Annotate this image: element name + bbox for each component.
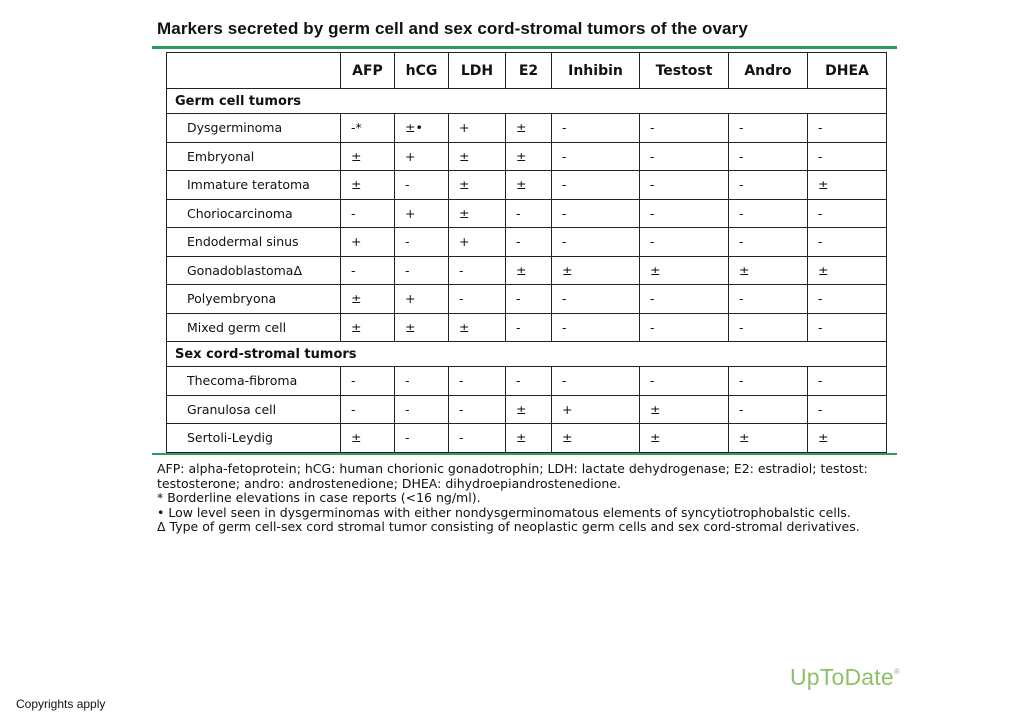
marker-cell: - — [729, 114, 808, 143]
marker-cell: - — [640, 313, 729, 342]
marker-cell: ± — [449, 199, 506, 228]
table-body — [167, 89, 887, 453]
footnotes — [157, 462, 877, 535]
table-row — [167, 114, 887, 143]
marker-cell: - — [729, 142, 808, 171]
column-header: LDH — [449, 53, 506, 89]
marker-cell: - — [729, 313, 808, 342]
section-header-row — [167, 342, 887, 367]
table-row — [167, 395, 887, 424]
marker-cell: - — [449, 424, 506, 453]
marker-cell: - — [341, 199, 395, 228]
copyright-notice: Copyrights apply — [16, 697, 106, 711]
marker-cell: - — [506, 313, 552, 342]
section-header-row — [167, 89, 887, 114]
marker-cell: - — [552, 114, 640, 143]
marker-cell: - — [640, 199, 729, 228]
marker-cell: - — [395, 367, 449, 396]
footnote-asterisk: * Borderline elevations in case reports (<16 ng/ml). — [157, 490, 481, 505]
marker-cell: - — [552, 367, 640, 396]
marker-cell: + — [395, 199, 449, 228]
table-row — [167, 285, 887, 314]
marker-cell: - — [506, 285, 552, 314]
table-row — [167, 424, 887, 453]
row-label: Mixed germ cell — [167, 313, 341, 342]
marker-cell: + — [395, 142, 449, 171]
marker-cell: ± — [808, 171, 887, 200]
marker-cell: - — [552, 313, 640, 342]
table-row — [167, 199, 887, 228]
marker-cell: ± — [506, 424, 552, 453]
uptodate-logo — [790, 664, 900, 691]
marker-cell: ± — [341, 424, 395, 453]
marker-cell: ± — [341, 285, 395, 314]
logo-text: UpToDate — [790, 664, 894, 690]
marker-cell: - — [640, 228, 729, 257]
column-header: hCG — [395, 53, 449, 89]
row-label: Immature teratoma — [167, 171, 341, 200]
marker-cell: ± — [506, 256, 552, 285]
marker-cell: - — [808, 367, 887, 396]
marker-cell: + — [395, 285, 449, 314]
table-row — [167, 313, 887, 342]
row-label: Dysgerminoma — [167, 114, 341, 143]
marker-cell: - — [808, 285, 887, 314]
marker-cell: + — [552, 395, 640, 424]
marker-cell: ± — [449, 171, 506, 200]
marker-cell: ± — [640, 256, 729, 285]
marker-cell: - — [506, 228, 552, 257]
footnote-bullet: • Low level seen in dysgerminomas with either nondysgerminomatous elements of syncytiotrophobalstic cells. — [157, 504, 851, 520]
marker-cell: - — [808, 313, 887, 342]
marker-cell: ± — [808, 424, 887, 453]
marker-cell: ± — [506, 171, 552, 200]
registered-mark: ® — [893, 667, 900, 676]
marker-cell: ± — [341, 142, 395, 171]
marker-cell: -* — [341, 114, 395, 143]
row-label: Endodermal sinus — [167, 228, 341, 257]
marker-cell: ± — [729, 424, 808, 453]
table-row — [167, 228, 887, 257]
row-label: Polyembryona — [167, 285, 341, 314]
marker-cell: - — [341, 367, 395, 396]
row-label: Granulosa cell — [167, 395, 341, 424]
marker-cell: - — [506, 367, 552, 396]
marker-cell: - — [729, 171, 808, 200]
markers-table — [166, 52, 887, 453]
marker-cell: - — [552, 142, 640, 171]
header-row — [167, 53, 887, 89]
marker-cell: - — [552, 199, 640, 228]
row-label: Choriocarcinoma — [167, 199, 341, 228]
marker-cell: - — [729, 367, 808, 396]
marker-cell: - — [552, 228, 640, 257]
marker-cell: ±• — [395, 114, 449, 143]
marker-cell: - — [341, 395, 395, 424]
marker-cell: + — [449, 114, 506, 143]
marker-cell: - — [640, 142, 729, 171]
marker-cell: - — [395, 256, 449, 285]
column-header: AFP — [341, 53, 395, 89]
marker-cell: - — [640, 285, 729, 314]
marker-cell: - — [552, 285, 640, 314]
marker-cell: ± — [395, 313, 449, 342]
marker-cell: - — [640, 171, 729, 200]
marker-cell: - — [729, 199, 808, 228]
section-title: Germ cell tumors — [167, 89, 887, 114]
marker-cell: - — [808, 114, 887, 143]
marker-cell: + — [341, 228, 395, 257]
marker-cell: - — [729, 285, 808, 314]
marker-cell: - — [640, 114, 729, 143]
marker-cell: - — [449, 256, 506, 285]
table-row — [167, 142, 887, 171]
marker-cell: ± — [341, 171, 395, 200]
title-underline — [152, 46, 897, 49]
marker-cell: - — [808, 228, 887, 257]
column-header: Testost — [640, 53, 729, 89]
footnote-delta: Δ Type of germ cell-sex cord stromal tumor consisting of neoplastic germ cells and sex cord-stromal derivatives. — [157, 519, 860, 534]
table-row — [167, 256, 887, 285]
column-header: DHEA — [808, 53, 887, 89]
marker-cell: - — [808, 395, 887, 424]
row-label: Embryonal — [167, 142, 341, 171]
marker-cell: - — [808, 199, 887, 228]
table-bottom-rule — [152, 453, 897, 455]
column-header: Inhibin — [552, 53, 640, 89]
marker-cell: ± — [808, 256, 887, 285]
marker-cell: + — [449, 228, 506, 257]
marker-cell: ± — [729, 256, 808, 285]
marker-cell: ± — [552, 424, 640, 453]
marker-cell: - — [395, 228, 449, 257]
marker-cell: - — [449, 285, 506, 314]
marker-cell: ± — [640, 424, 729, 453]
marker-cell: - — [395, 424, 449, 453]
marker-cell: - — [449, 367, 506, 396]
marker-cell: ± — [506, 114, 552, 143]
marker-cell: ± — [341, 313, 395, 342]
header-corner-cell — [167, 53, 341, 89]
marker-cell: ± — [449, 142, 506, 171]
marker-cell: ± — [506, 142, 552, 171]
marker-cell: ± — [449, 313, 506, 342]
section-title: Sex cord-stromal tumors — [167, 342, 887, 367]
marker-cell: - — [729, 395, 808, 424]
marker-cell: - — [395, 171, 449, 200]
marker-cell: - — [395, 395, 449, 424]
marker-cell: - — [808, 142, 887, 171]
marker-cell: - — [552, 171, 640, 200]
table-row — [167, 367, 887, 396]
row-label: Thecoma-fibroma — [167, 367, 341, 396]
marker-cell: - — [341, 256, 395, 285]
table-row — [167, 171, 887, 200]
row-label: Sertoli-Leydig — [167, 424, 341, 453]
column-header: E2 — [506, 53, 552, 89]
marker-cell: ± — [506, 395, 552, 424]
marker-cell: - — [640, 367, 729, 396]
column-header: Andro — [729, 53, 808, 89]
row-label: GonadoblastomaΔ — [167, 256, 341, 285]
marker-cell: - — [729, 228, 808, 257]
marker-cell: - — [449, 395, 506, 424]
page-title: Markers secreted by germ cell and sex cord-stromal tumors of the ovary — [157, 19, 748, 38]
marker-cell: - — [506, 199, 552, 228]
marker-cell: ± — [552, 256, 640, 285]
footnote-abbreviations: AFP: alpha-fetoprotein; hCG: human chorionic gonadotrophin; LDH: lactate dehydrogenase; E2: estradiol; testost: testosterone; andro: androstenedione; DHEA: dihydroepiandrostenedione. — [157, 461, 868, 491]
marker-cell: ± — [640, 395, 729, 424]
